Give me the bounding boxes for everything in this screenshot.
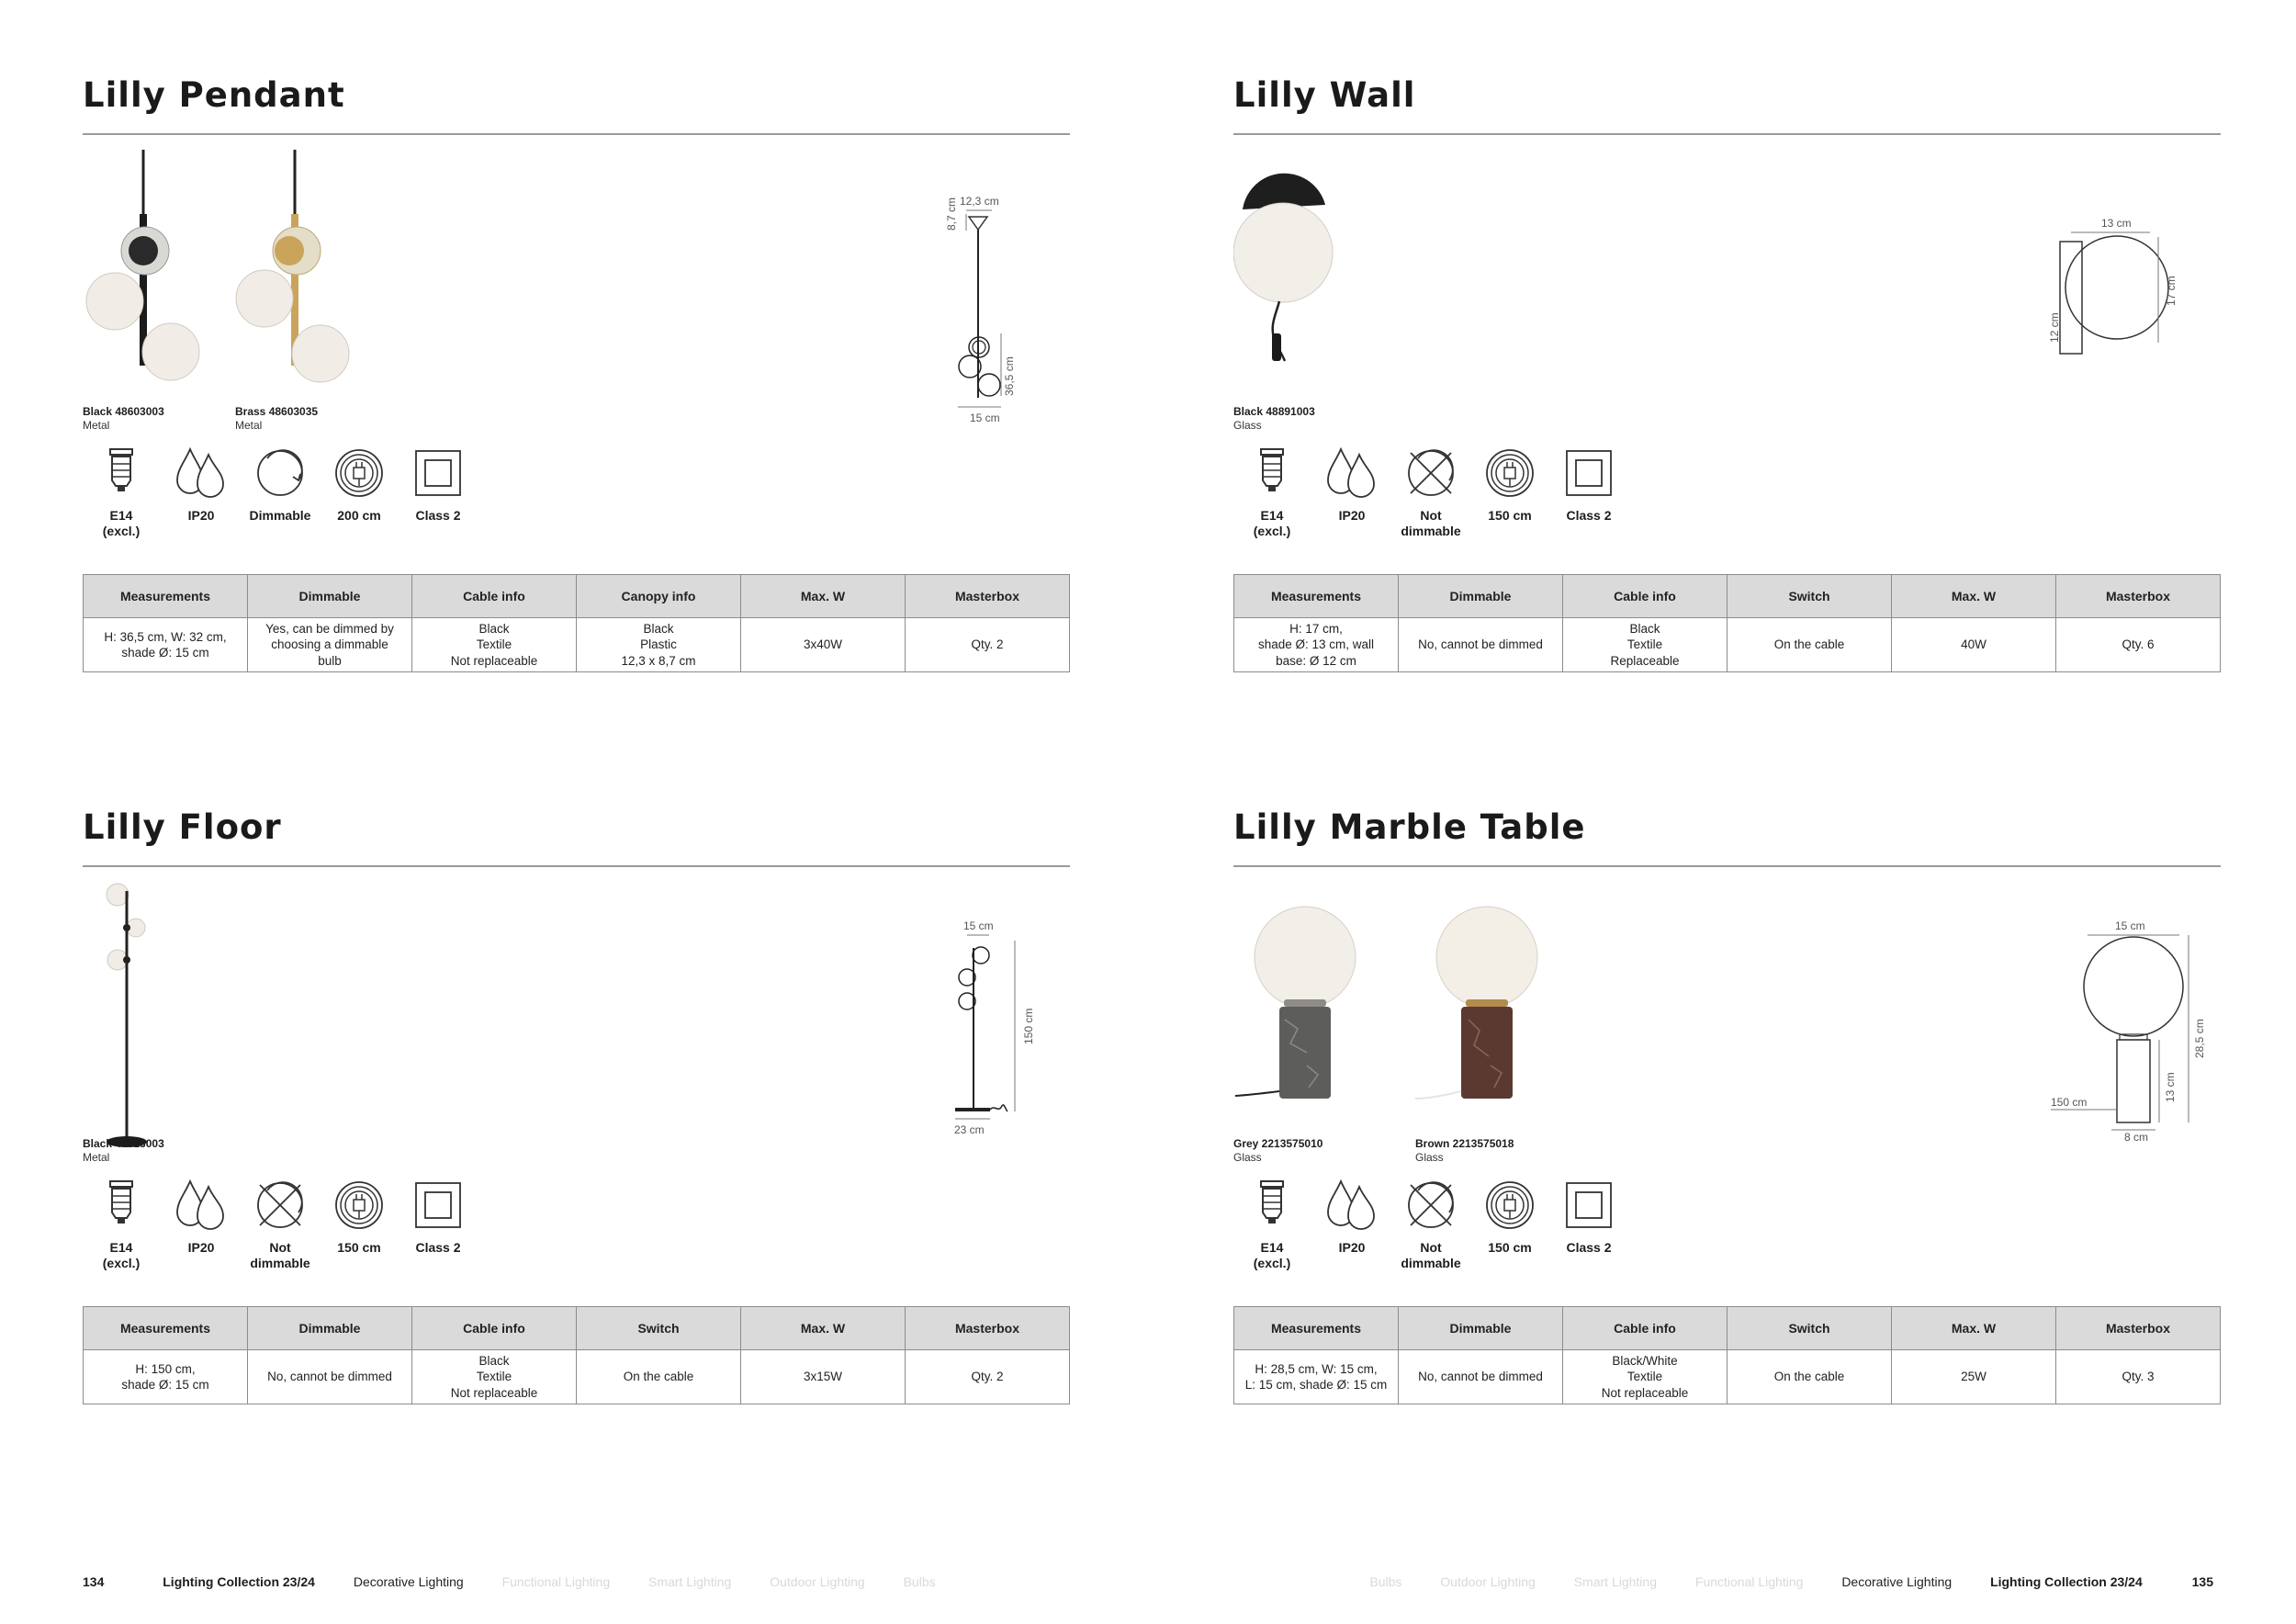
feature-e14 [82, 1178, 161, 1279]
product-title: Lilly Marble Table [1233, 807, 1586, 847]
e14-bulb-icon [94, 445, 149, 501]
feature-ip20 [162, 445, 241, 547]
table-cell: Qty. 2 [906, 1350, 1070, 1404]
feature-cable [1470, 1178, 1549, 1279]
feature-e14 [1232, 1178, 1311, 1279]
column-header: Dimmable [248, 575, 412, 618]
feature-label: Class 2 [415, 1240, 461, 1255]
technical-drawing [928, 186, 1029, 425]
feature-label: Not dimmable [1401, 1240, 1461, 1270]
variant-material: Glass [1233, 419, 1262, 432]
column-header: Cable info [412, 1307, 577, 1350]
variant-label-black [1233, 405, 1315, 433]
variant-label-grey [1233, 1137, 1322, 1165]
dim-label: 15 cm [963, 920, 994, 932]
column-header: Dimmable [1399, 575, 1563, 618]
footer-left [83, 1573, 971, 1591]
table-cell: No, cannot be dimmed [248, 1350, 412, 1404]
feature-icons [1233, 1178, 1876, 1279]
feature-icons [83, 1178, 726, 1279]
class2-icon [411, 1178, 466, 1233]
variant-material: Metal [83, 1151, 110, 1164]
variant-name: Brass 48603035 [235, 405, 319, 418]
ip20-drops-icon [1324, 445, 1379, 501]
feature-label: Class 2 [1566, 1240, 1612, 1255]
feature-label: Class 2 [415, 508, 461, 523]
dim-label: 13 cm [2164, 1072, 2177, 1102]
feature-label: IP20 [187, 508, 215, 523]
feature-label: Not dimmable [1401, 508, 1461, 538]
variant-material: Metal [83, 419, 110, 432]
table-cell: Qty. 3 [2056, 1350, 2221, 1404]
column-header: Dimmable [1399, 1307, 1563, 1350]
spec-table [1233, 574, 2221, 672]
title-divider [83, 865, 1070, 867]
table-cell: Qty. 6 [2056, 618, 2221, 672]
table-header-row [1234, 1307, 2221, 1350]
column-header: Max. W [741, 1307, 906, 1350]
footer-nav-bulbs[interactable]: Bulbs [903, 1574, 936, 1589]
dim-label: 150 cm [2051, 1096, 2088, 1109]
feature-e14 [82, 445, 161, 547]
feature-not-dimmable [241, 1178, 320, 1279]
feature-ip20 [1312, 1178, 1391, 1279]
dimmable-icon [253, 445, 308, 501]
table-cell: No, cannot be dimmed [1399, 618, 1563, 672]
feature-ip20 [162, 1178, 241, 1279]
feature-label: Dimmable [249, 508, 311, 523]
page-number: 135 [2191, 1574, 2213, 1589]
table-cell: Black Textile Replaceable [1563, 618, 1728, 672]
title-divider [83, 133, 1070, 135]
dim-label: 15 cm [970, 412, 1000, 424]
feature-class2 [399, 445, 478, 547]
footer-nav-smart[interactable]: Smart Lighting [648, 1574, 732, 1589]
product-photo-grey [1233, 882, 1390, 1148]
variant-material: Metal [235, 419, 263, 432]
dim-label: 15 cm [2115, 920, 2145, 932]
column-header: Masterbox [2056, 575, 2221, 618]
table-cell: 3x40W [741, 618, 906, 672]
feature-label: Class 2 [1566, 508, 1612, 523]
feature-label: E14 (excl.) [1253, 1240, 1291, 1270]
product-photo-black [83, 882, 239, 1148]
column-header: Measurements [84, 575, 248, 618]
dim-label: 8 cm [2124, 1131, 2149, 1141]
feature-cable [320, 445, 399, 547]
table-cell: H: 36,5 cm, W: 32 cm, shade Ø: 15 cm [84, 618, 248, 672]
table-cell: Black Textile Not replaceable [412, 1350, 577, 1404]
cable-plug-icon [1482, 1178, 1537, 1233]
footer-right [1369, 1573, 2213, 1591]
column-header: Max. W [741, 575, 906, 618]
feature-cable [1470, 445, 1549, 547]
e14-bulb-icon [94, 1178, 149, 1233]
table-cell: Qty. 2 [906, 618, 1070, 672]
column-header: Measurements [84, 1307, 248, 1350]
column-header: Switch [1728, 575, 1892, 618]
variant-name: Grey 2213575010 [1233, 1137, 1323, 1150]
column-header: Switch [577, 1307, 741, 1350]
dim-label: 12 cm [2048, 312, 2061, 343]
section-lilly-pendant [83, 75, 1070, 758]
column-header: Max. W [1892, 1307, 2056, 1350]
variant-label-brown [1415, 1137, 1514, 1165]
feature-dimmable [241, 445, 320, 547]
column-header: Cable info [1563, 575, 1728, 618]
feature-not-dimmable [1391, 1178, 1470, 1279]
section-lilly-marble-table [1233, 807, 2221, 1490]
column-header: Switch [1728, 1307, 1892, 1350]
spec-table [83, 574, 1070, 672]
feature-label: 150 cm [337, 1240, 381, 1255]
not-dimmable-icon [253, 1178, 308, 1233]
product-photo-brown [1415, 882, 1571, 1148]
feature-class2 [399, 1178, 478, 1279]
column-header: Measurements [1234, 1307, 1399, 1350]
not-dimmable-icon [1403, 1178, 1458, 1233]
feature-label: 150 cm [1488, 508, 1532, 523]
table-cell: 25W [1892, 1350, 2056, 1404]
table-cell: H: 17 cm, shade Ø: 13 cm, wall base: Ø 12 cm [1234, 618, 1399, 672]
spec-table [83, 1306, 1070, 1404]
feature-label: IP20 [1338, 1240, 1366, 1255]
table-header-row [84, 575, 1070, 618]
variant-name: Black 48891003 [1233, 405, 1315, 418]
footer-nav-outdoor[interactable]: Outdoor Lighting [770, 1574, 865, 1589]
product-photo-black [1233, 150, 1390, 416]
technical-drawing [941, 920, 1061, 1141]
table-row [84, 618, 1070, 672]
table-cell: H: 28,5 cm, W: 15 cm, L: 15 cm, shade Ø: 15 cm [1234, 1350, 1399, 1404]
table-cell: No, cannot be dimmed [1399, 1350, 1563, 1404]
cable-plug-icon [332, 1178, 387, 1233]
table-cell: Black/White Textile Not replaceable [1563, 1350, 1728, 1404]
table-cell: 40W [1892, 618, 2056, 672]
feature-label: E14 (excl.) [102, 1240, 141, 1270]
column-header: Measurements [1234, 575, 1399, 618]
product-photo-brass [234, 150, 390, 416]
technical-drawing [2051, 920, 2216, 1141]
feature-label: E14 (excl.) [1253, 508, 1291, 538]
collection-name: Lighting Collection 23/24 [163, 1574, 315, 1589]
variant-label-brass [235, 405, 318, 433]
column-header: Cable info [1563, 1307, 1728, 1350]
page-number: 134 [83, 1574, 105, 1589]
column-header: Canopy info [577, 575, 741, 618]
variant-material: Glass [1415, 1151, 1444, 1164]
column-header: Masterbox [2056, 1307, 2221, 1350]
feature-label: Not dimmable [250, 1240, 310, 1270]
footer-nav-functional[interactable]: Functional Lighting [501, 1574, 611, 1589]
product-title: Lilly Floor [83, 807, 282, 847]
product-photo-black [83, 150, 239, 416]
footer-nav-bulbs[interactable]: Bulbs [1369, 1574, 1402, 1589]
title-divider [1233, 865, 2221, 867]
footer-nav-smart[interactable]: Smart Lighting [1573, 1574, 1657, 1589]
feature-label: 150 cm [1488, 1240, 1532, 1255]
dim-label: 12,3 cm [960, 195, 999, 208]
table-row [1234, 1350, 2221, 1404]
feature-icons [83, 445, 726, 547]
column-header: Cable info [412, 575, 577, 618]
column-header: Max. W [1892, 575, 2056, 618]
cable-plug-icon [1482, 445, 1537, 501]
product-title: Lilly Pendant [83, 75, 345, 115]
table-cell: On the cable [1728, 1350, 1892, 1404]
e14-bulb-icon [1244, 445, 1300, 501]
class2-icon [1561, 1178, 1616, 1233]
column-header: Masterbox [906, 575, 1070, 618]
section-lilly-floor [83, 807, 1070, 1490]
dim-label: 17 cm [2165, 276, 2178, 306]
variant-name: Brown 2213575018 [1415, 1137, 1514, 1150]
table-cell: H: 150 cm, shade Ø: 15 cm [84, 1350, 248, 1404]
dim-label: 36,5 cm [1003, 356, 1016, 396]
footer-nav-outdoor[interactable]: Outdoor Lighting [1440, 1574, 1536, 1589]
technical-drawing [2014, 214, 2198, 389]
ip20-drops-icon [174, 445, 229, 501]
feature-cable [320, 1178, 399, 1279]
feature-label: IP20 [1338, 508, 1366, 523]
feature-ip20 [1312, 445, 1391, 547]
dim-label: 13 cm [2101, 217, 2132, 230]
table-header-row [84, 1307, 1070, 1350]
table-cell: 3x15W [741, 1350, 906, 1404]
dim-label: 150 cm [1022, 1008, 1035, 1044]
feature-label: E14 (excl.) [102, 508, 141, 538]
cable-plug-icon [332, 445, 387, 501]
column-header: Dimmable [248, 1307, 412, 1350]
table-cell: Black Plastic 12,3 x 8,7 cm [577, 618, 741, 672]
table-cell: Yes, can be dimmed by choosing a dimmable bulb [248, 618, 412, 672]
footer-nav-functional[interactable]: Functional Lighting [1694, 1574, 1804, 1589]
ip20-drops-icon [174, 1178, 229, 1233]
table-header-row [1234, 575, 2221, 618]
footer-nav-decorative[interactable]: Decorative Lighting [353, 1574, 464, 1589]
variant-name: Black 48613003 [83, 1137, 164, 1150]
collection-name: Lighting Collection 23/24 [1990, 1574, 2143, 1589]
variant-material: Glass [1233, 1151, 1262, 1164]
feature-not-dimmable [1391, 445, 1470, 547]
title-divider [1233, 133, 2221, 135]
dim-label: 8,7 cm [945, 197, 958, 231]
feature-class2 [1549, 1178, 1628, 1279]
spec-table [1233, 1306, 2221, 1404]
variant-label-black [83, 405, 164, 433]
class2-icon [1561, 445, 1616, 501]
dim-label: 28,5 cm [2193, 1019, 2206, 1058]
table-cell: On the cable [577, 1350, 741, 1404]
dim-label: 23 cm [954, 1123, 985, 1136]
ip20-drops-icon [1324, 1178, 1379, 1233]
table-cell: Black Textile Not replaceable [412, 618, 577, 672]
not-dimmable-icon [1403, 445, 1458, 501]
table-row [1234, 618, 2221, 672]
variant-label-black [83, 1137, 164, 1165]
class2-icon [411, 445, 466, 501]
feature-label: 200 cm [337, 508, 381, 523]
variant-name: Black 48603003 [83, 405, 164, 418]
feature-e14 [1232, 445, 1311, 547]
feature-icons [1233, 445, 1876, 547]
table-cell: On the cable [1728, 618, 1892, 672]
table-row [84, 1350, 1070, 1404]
footer-nav-decorative[interactable]: Decorative Lighting [1841, 1574, 1953, 1589]
column-header: Masterbox [906, 1307, 1070, 1350]
section-lilly-wall [1233, 75, 2221, 758]
feature-class2 [1549, 445, 1628, 547]
feature-label: IP20 [187, 1240, 215, 1255]
e14-bulb-icon [1244, 1178, 1300, 1233]
product-title: Lilly Wall [1233, 75, 1416, 115]
